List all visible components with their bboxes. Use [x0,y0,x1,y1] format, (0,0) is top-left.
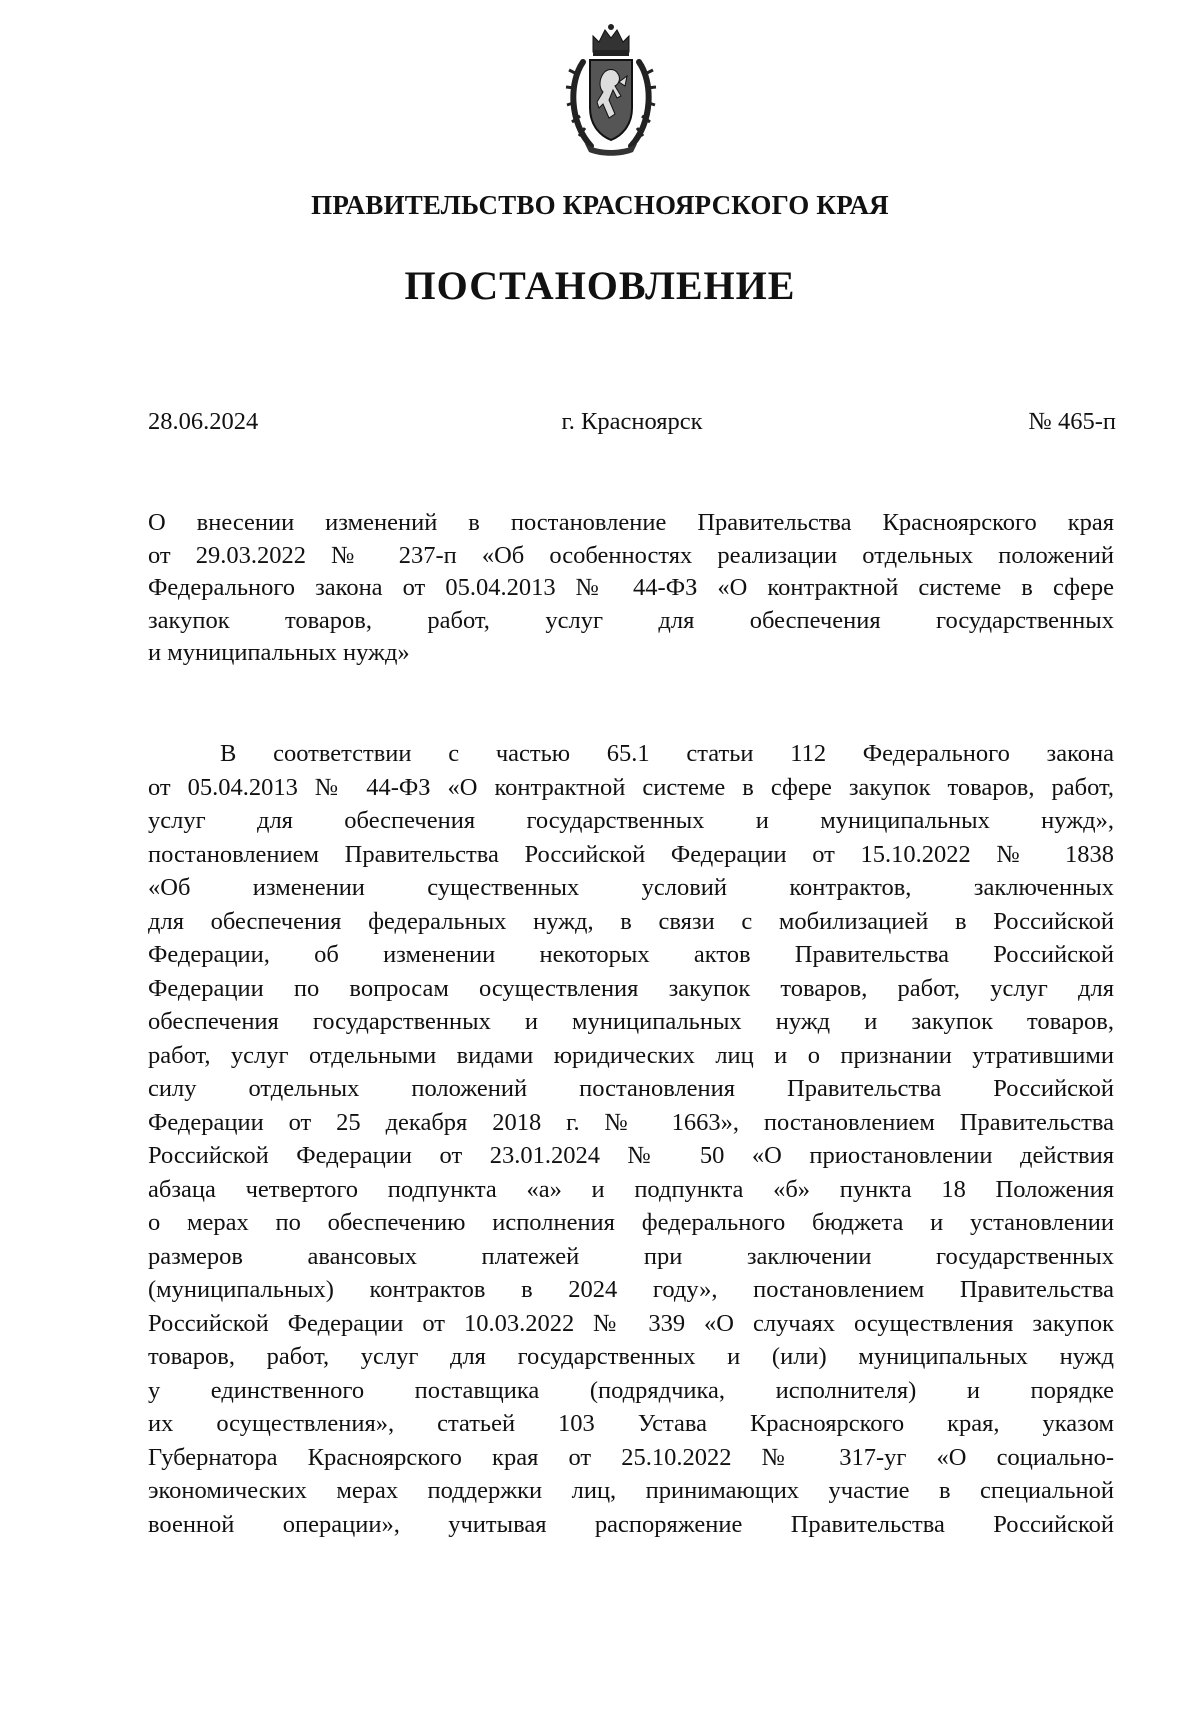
document-number: № 465-п [1028,408,1116,435]
document-body-paragraph [148,737,1114,1541]
body-line: Федерации, об изменении некоторых актов Правительства Российской [148,941,1114,968]
body-line: работ, услуг отдельными видами юридических лиц и о признании утратившими [148,1041,1114,1069]
body-line: Федерации от 25 декабря 2018 г. № 1663», постановлением Правительства [148,1108,1114,1136]
body-line: абзаца четвертого подпункта «а» и подпункта «б» пункта 18 Положения [148,1175,1114,1203]
coat-of-arms-icon [563,22,659,158]
body-line: Российской Федерации от 10.03.2022 № 339 «О случаях осуществления закупок [148,1309,1114,1337]
subject-line: Федерального закона от 05.04.2013 № 44-ФЗ «О контрактной системе в сфере [148,574,1114,601]
subject-line: закупок товаров, работ, услуг для обеспечения государственных [148,606,1114,634]
subject-line: О внесении изменений в постановление Правительства Красноярского края [148,509,1114,536]
body-line: о мерах по обеспечению исполнения федерального бюджета и установлении [148,1209,1114,1236]
document-meta-row [148,408,1116,442]
coat-of-arms-emblem [563,22,659,158]
document-type-title: ПОСТАНОВЛЕНИЕ [404,263,796,308]
document-date: 28.06.2024 [148,408,259,435]
body-line: Федерации по вопросам осуществления закупок товаров, работ, услуг для [148,974,1114,1002]
body-line: обеспечения государственных и муниципальных нужд и закупок товаров, [148,1008,1114,1035]
document-subject [148,507,1114,670]
body-line: их осуществления», статьей 103 Устава Красноярского края, указом [148,1410,1114,1437]
subject-line: от 29.03.2022 № 237-п «Об особенностях реализации отдельных положений [148,541,1114,569]
body-line: услуг для обеспечения государственных и муниципальных нужд», [148,807,1114,834]
body-line: постановлением Правительства Российской Федерации от 15.10.2022 № 1838 [148,840,1114,868]
body-line: от 05.04.2013 № 44-ФЗ «О контрактной системе в сфере закупок товаров, работ, [148,773,1114,801]
body-line: силу отдельных положений постановления Правительства Российской [148,1075,1114,1102]
body-line: «Об изменении существенных условий контрактов, заключенных [148,874,1114,901]
body-line: Губернатора Красноярского края от 25.10.2022 № 317-уг «О социально- [148,1443,1114,1471]
body-line: для обеспечения федеральных нужд, в связи с мобилизацией в Российской [148,907,1114,935]
body-line: (муниципальных) контрактов в 2024 году», постановлением Правительства [148,1276,1114,1303]
body-line: у единственного поставщика (подрядчика, исполнителя) и порядке [148,1376,1114,1404]
body-line: военной операции», учитывая распоряжение Правительства Российской [148,1510,1114,1538]
document-city: г. Красноярск [561,408,703,435]
body-line: размеров авансовых платежей при заключении государственных [148,1242,1114,1270]
body-line: товаров, работ, услуг для государственных и (или) муниципальных нужд [148,1343,1114,1370]
issuing-authority-title: ПРАВИТЕЛЬСТВО КРАСНОЯРСКОГО КРАЯ [311,190,889,220]
body-line: В соответствии с частью 65.1 статьи 112 Федерального закона [220,740,1114,767]
subject-line: и муниципальных нужд» [148,639,410,666]
body-line: Российской Федерации от 23.01.2024 № 50 «О приостановлении действия [148,1142,1114,1169]
body-line: экономических мерах поддержки лиц, принимающих участие в специальной [148,1477,1114,1504]
